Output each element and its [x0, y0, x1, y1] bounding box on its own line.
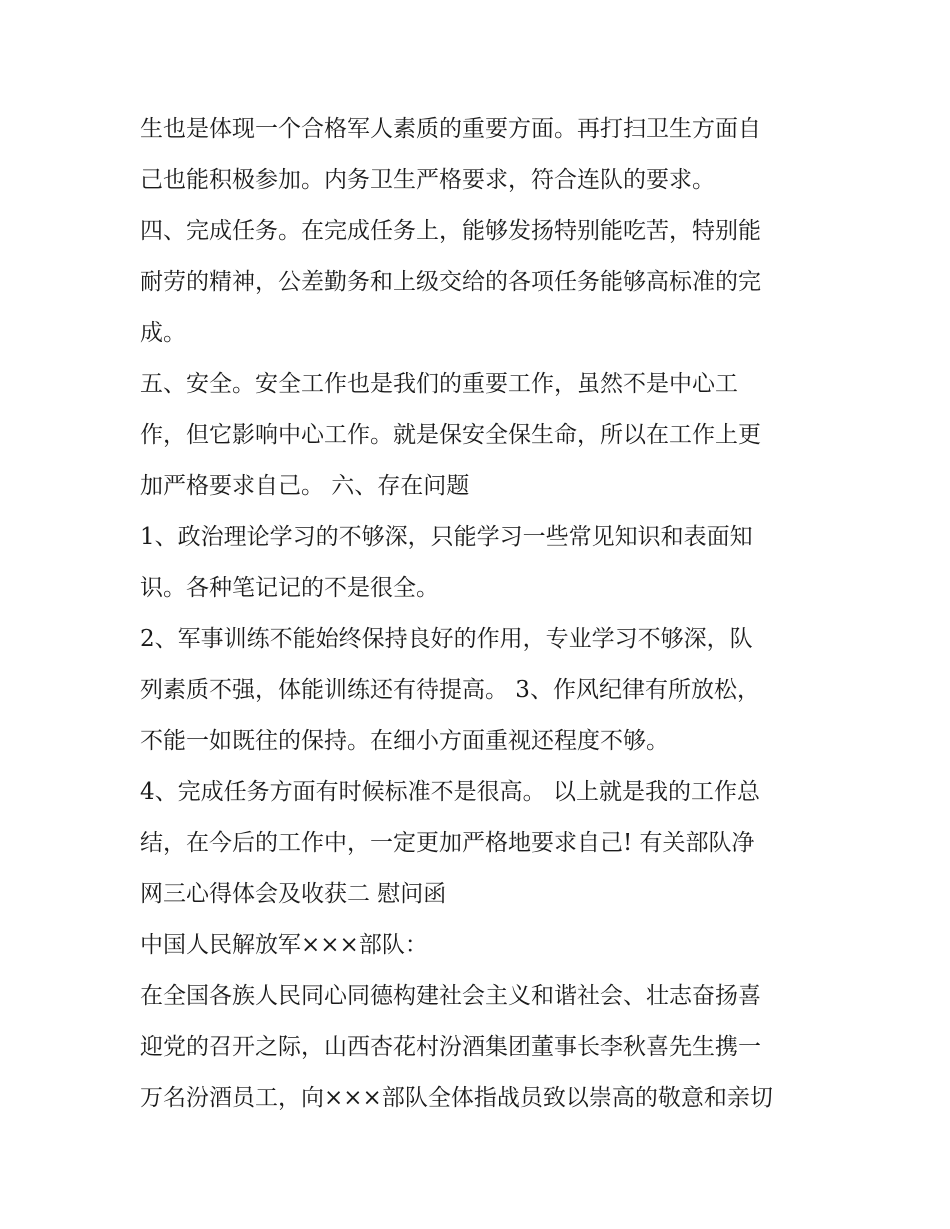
text-line: 生也是体现一个合格军人素质的重要方面。再打扫卫生方面自	[140, 116, 761, 142]
text-line: 在全国各族人民同心同德构建社会主义和谐社会、壮志奋扬喜	[140, 983, 761, 1009]
text-line: 迎党的召开之际，山西杏花村汾酒集团董事长李秋喜先生携一	[140, 1034, 761, 1060]
text-line: 己也能积极参加。内务卫生严格要求，符合连队的要求。	[140, 167, 715, 193]
text-line: 加严格要求自己。 六、存在问题	[140, 473, 470, 499]
text-line: 作，但它影响中心工作。就是保安全保生命，所以在工作上更	[140, 422, 761, 448]
text-line: 不能一如既往的保持。在细小方面重视还程度不够。	[140, 728, 669, 754]
text-line: 网三心得体会及收获二 慰问函	[140, 881, 447, 907]
body-text	[140, 104, 820, 1124]
text-line: 成。	[140, 320, 186, 346]
text-line: 五、安全。安全工作也是我们的重要工作，虽然不是中心工	[140, 371, 738, 397]
text-line: 识。各种笔记记的不是很全。	[140, 575, 439, 601]
text-line: 耐劳的精神，公差勤务和上级交给的各项任务能够高标准的完	[140, 269, 761, 295]
text-line: 列素质不强，体能训练还有待提高。 3、作风纪律有所放松，	[140, 677, 760, 703]
text-line: 万名汾酒员工，向×××部队全体指战员致以崇高的敬意和亲切	[140, 1085, 773, 1111]
text-line: 1、政治理论学习的不够深，只能学习一些常见知识和表面知	[140, 524, 753, 550]
text-line: 2、军事训练不能始终保持良好的作用，专业学习不够深，队	[140, 626, 753, 652]
text-line: 4、完成任务方面有时候标准不是很高。 以上就是我的工作总	[140, 779, 760, 805]
text-line: 中国人民解放军×××部队：	[140, 932, 428, 958]
text-line: 四、完成任务。在完成任务上，能够发扬特别能吃苦，特别能	[140, 218, 761, 244]
text-line: 结，在今后的工作中，一定更加严格地要求自己! 有关部队净	[140, 830, 755, 856]
